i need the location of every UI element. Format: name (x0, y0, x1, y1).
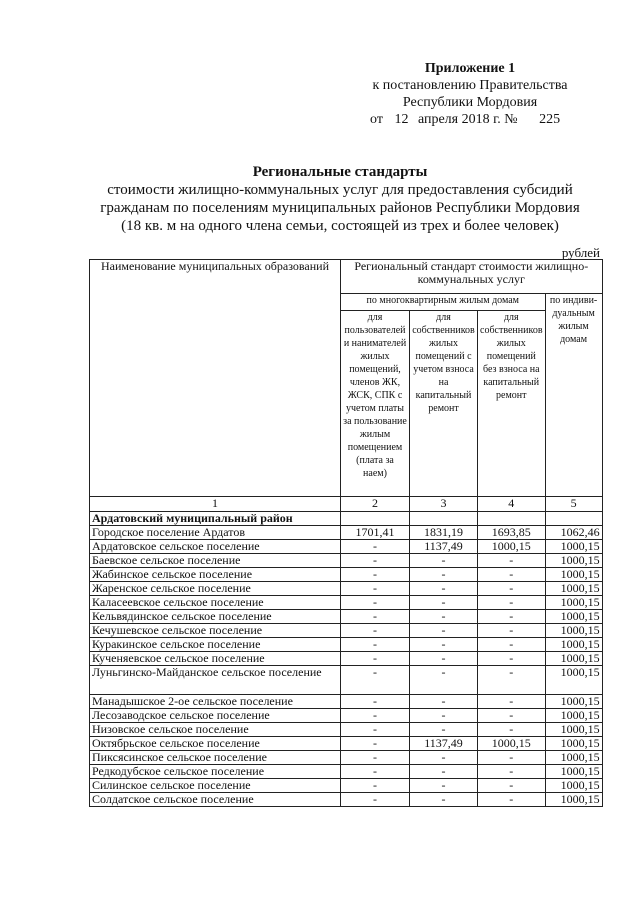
settlement-name: Куракинское сельское поселение (90, 638, 341, 652)
table-row (90, 526, 603, 540)
value-individual: 1000,15 (545, 737, 602, 751)
value-owners-without-fee: - (478, 638, 546, 652)
appendix-title: Приложение 1 (424, 61, 516, 76)
table-row (90, 765, 603, 779)
settlement-name: Луньгинско-Майданское сельское поселение (90, 666, 341, 695)
settlement-name: Жаренское сельское поселение (90, 582, 341, 596)
value-owners-with-fee: 1137,49 (410, 737, 478, 751)
table-row (90, 540, 603, 554)
value-individual: 1062,46 (545, 526, 602, 540)
district-name: Ардатовский муниципальный район (90, 512, 341, 526)
table-row (90, 751, 603, 765)
value-owners-without-fee: - (478, 554, 546, 568)
value-tenants: - (341, 695, 410, 709)
value-owners-without-fee: - (478, 695, 546, 709)
settlement-name: Ардатовское сельское поселение (90, 540, 341, 554)
value-individual: 1000,15 (545, 568, 602, 582)
settlement-name: Жабинское сельское поселение (90, 568, 341, 582)
settlement-rows (90, 526, 603, 807)
value-tenants: - (341, 610, 410, 624)
standards-table (89, 259, 603, 807)
date-month-year: апреля 2018 г. № (417, 112, 518, 127)
value-tenants: - (341, 723, 410, 737)
settlement-name: Силинское сельское поселение (90, 779, 341, 793)
column-number: 3 (410, 497, 478, 512)
value-individual: 1000,15 (545, 765, 602, 779)
value-tenants: - (341, 666, 410, 695)
table-row (90, 568, 603, 582)
table-row (90, 638, 603, 652)
document-heading (80, 163, 600, 235)
value-individual: 1000,15 (545, 582, 602, 596)
header-municipality: Наименование муниципальных образований (90, 260, 341, 497)
district-row (90, 512, 603, 526)
value-tenants: - (341, 582, 410, 596)
value-individual: 1000,15 (545, 596, 602, 610)
value-owners-with-fee: - (410, 638, 478, 652)
header-individual-houses: по индиви-дуальным жилым домам (545, 294, 602, 497)
settlement-name: Лесозаводское сельское поселение (90, 709, 341, 723)
heading-line-3: (18 кв. м на одного члена семьи, состоящей из трех и более человек) (121, 218, 559, 234)
value-owners-with-fee: - (410, 568, 478, 582)
settlement-name: Кечушевское сельское поселение (90, 624, 341, 638)
value-individual: 1000,15 (545, 666, 602, 695)
settlement-name: Низовское сельское поселение (90, 723, 341, 737)
value-tenants: - (341, 709, 410, 723)
decree-number: 225 (539, 112, 561, 127)
settlement-name: Городское поселение Ардатов (90, 526, 341, 540)
settlement-name: Кученяевское сельское поселение (90, 652, 341, 666)
value-owners-without-fee: - (478, 582, 546, 596)
value-individual: 1000,15 (545, 793, 602, 807)
value-individual: 1000,15 (545, 695, 602, 709)
value-individual: 1000,15 (545, 652, 602, 666)
value-owners-without-fee: - (478, 666, 546, 695)
table-row (90, 709, 603, 723)
header-tenants: для пользователей и нанимателей жилых помещений, членов ЖК, ЖСК, СПК с учетом платы за пользование жилым помещением (плата за наем) (341, 311, 410, 497)
value-owners-with-fee: - (410, 554, 478, 568)
value-owners-without-fee: - (478, 751, 546, 765)
header-owners-without-fee: для собственников жилых помещений без взноса на капитальный ремонт (478, 311, 546, 497)
column-number: 5 (545, 497, 602, 512)
settlement-name: Октябрьское сельское поселение (90, 737, 341, 751)
value-tenants: - (341, 624, 410, 638)
value-individual: 1000,15 (545, 610, 602, 624)
value-individual: 1000,15 (545, 554, 602, 568)
value-tenants: - (341, 793, 410, 807)
table-row (90, 610, 603, 624)
settlement-name: Кельвядинское сельское поселение (90, 610, 341, 624)
settlement-name: Баевское сельское поселение (90, 554, 341, 568)
value-tenants: - (341, 568, 410, 582)
table-row (90, 723, 603, 737)
value-owners-with-fee: - (410, 779, 478, 793)
currency-label: рублей (561, 245, 600, 260)
value-owners-with-fee: - (410, 765, 478, 779)
value-owners-with-fee: - (410, 695, 478, 709)
value-owners-without-fee: - (478, 624, 546, 638)
value-individual: 1000,15 (545, 540, 602, 554)
table-row (90, 652, 603, 666)
heading-line-2: гражданам по поселениям муниципальных районов Республики Мордовия (100, 200, 580, 216)
value-tenants: - (341, 554, 410, 568)
value-tenants: - (341, 652, 410, 666)
table-row (90, 695, 603, 709)
settlement-name: Редкодубское сельское поселение (90, 765, 341, 779)
appendix-date-line (340, 111, 600, 128)
value-owners-with-fee: - (410, 723, 478, 737)
value-owners-with-fee: - (410, 652, 478, 666)
value-individual: 1000,15 (545, 709, 602, 723)
settlement-name: Манадышское 2-ое сельское поселение (90, 695, 341, 709)
value-owners-without-fee: - (478, 596, 546, 610)
value-owners-with-fee: - (410, 582, 478, 596)
value-owners-without-fee: - (478, 779, 546, 793)
value-owners-with-fee: - (410, 666, 478, 695)
column-number: 1 (90, 497, 341, 512)
table-row (90, 554, 603, 568)
value-owners-with-fee: - (410, 596, 478, 610)
value-tenants: - (341, 737, 410, 751)
value-owners-with-fee: 1137,49 (410, 540, 478, 554)
header-regional-standard: Региональный стандарт стоимости жилищно-коммунальных услуг (341, 260, 603, 294)
value-tenants: 1701,41 (341, 526, 410, 540)
value-owners-without-fee: - (478, 610, 546, 624)
value-owners-without-fee: - (478, 709, 546, 723)
table-row (90, 624, 603, 638)
column-number: 4 (478, 497, 546, 512)
value-tenants: - (341, 765, 410, 779)
value-owners-without-fee: - (478, 723, 546, 737)
value-individual: 1000,15 (545, 624, 602, 638)
value-tenants: - (341, 596, 410, 610)
heading-title: Региональные стандарты (252, 164, 428, 180)
value-owners-with-fee: - (410, 624, 478, 638)
value-owners-without-fee: - (478, 568, 546, 582)
table-row (90, 582, 603, 596)
value-owners-without-fee: 1000,15 (478, 540, 546, 554)
value-owners-without-fee: - (478, 652, 546, 666)
header-owners-with-fee: для собственников жилых помещений с учетом взноса на капитальный ремонт (410, 311, 478, 497)
header-apartment-buildings: по многоквартирным жилым домам (341, 294, 546, 311)
table-row (90, 737, 603, 751)
settlement-name: Каласеевское сельское поселение (90, 596, 341, 610)
date-day: 12 (394, 112, 409, 127)
column-number: 2 (341, 497, 410, 512)
value-individual: 1000,15 (545, 638, 602, 652)
value-tenants: - (341, 540, 410, 554)
table-row (90, 596, 603, 610)
value-tenants: - (341, 638, 410, 652)
appendix-line-1: к постановлению Правительства (372, 78, 568, 93)
settlement-name: Солдатское сельское поселение (90, 793, 341, 807)
value-owners-with-fee: - (410, 793, 478, 807)
value-owners-without-fee: - (478, 765, 546, 779)
appendix-line-2: Республики Мордовия (402, 95, 538, 110)
date-prefix: от (370, 112, 383, 127)
table-row (90, 793, 603, 807)
value-individual: 1000,15 (545, 779, 602, 793)
value-owners-without-fee: 1693,85 (478, 526, 546, 540)
value-tenants: - (341, 779, 410, 793)
heading-line-1: стоимости жилищно-коммунальных услуг для предоставления субсидий (107, 182, 573, 198)
value-owners-with-fee: - (410, 709, 478, 723)
table-row (90, 666, 603, 695)
value-individual: 1000,15 (545, 751, 602, 765)
value-owners-without-fee: - (478, 793, 546, 807)
value-owners-with-fee: - (410, 610, 478, 624)
appendix-block (340, 60, 600, 128)
settlement-name: Пиксясинское сельское поселение (90, 751, 341, 765)
value-tenants: - (341, 751, 410, 765)
value-individual: 1000,15 (545, 723, 602, 737)
column-numbers-row (90, 497, 603, 512)
value-owners-with-fee: 1831,19 (410, 526, 478, 540)
value-owners-without-fee: 1000,15 (478, 737, 546, 751)
table-row (90, 779, 603, 793)
value-owners-with-fee: - (410, 751, 478, 765)
